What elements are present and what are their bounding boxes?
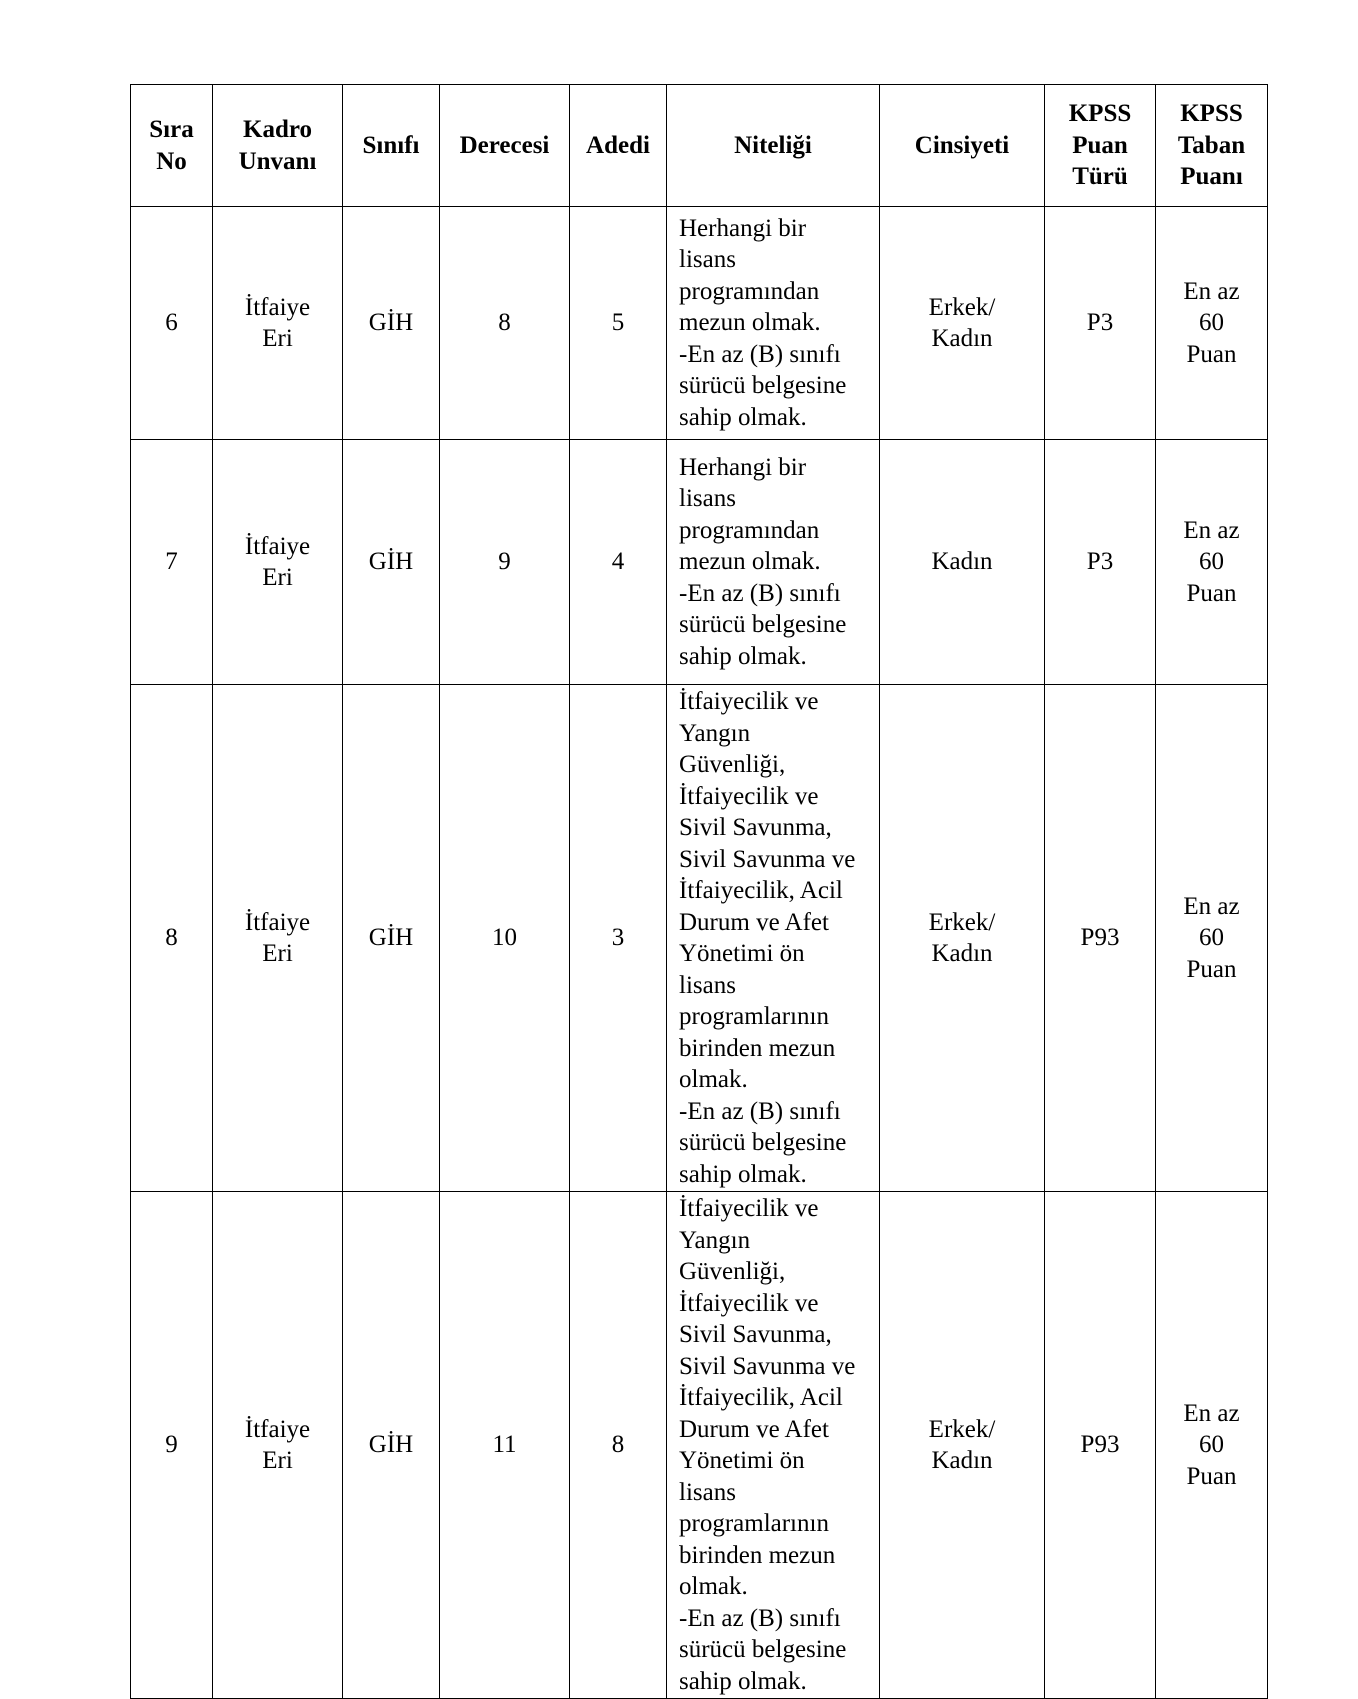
cell-niteligi: İtfaiyecilik ve Yangın Güvenliği, İtfaiyecilik ve Sivil Savunma, Sivil Savunma ve İtfaiyecilik, Acil Durum ve Afet Yönetimi ön lisans programlarının birinden mezun olmak. -En az (B) sınıfı sürücü belgesine sahip olmak. (667, 685, 880, 1192)
table-row (131, 207, 1268, 440)
cell-kpss-puan-turu: P93 (1045, 685, 1156, 1192)
cell-derecesi: 10 (440, 685, 570, 1192)
header-kpss-taban-puani: KPSS Taban Puanı (1156, 85, 1268, 207)
cell-adedi: 8 (570, 1192, 667, 1699)
cell-sinifi: GİH (343, 440, 440, 685)
cell-sira-no: 7 (131, 440, 213, 685)
cell-adedi: 5 (570, 207, 667, 440)
cell-kpss-taban-puani: En az 60 Puan (1156, 440, 1268, 685)
cell-cinsiyeti: Erkek/ Kadın (880, 685, 1045, 1192)
cell-kpss-puan-turu: P3 (1045, 207, 1156, 440)
cell-sira-no: 6 (131, 207, 213, 440)
cell-kpss-taban-puani: En az 60 Puan (1156, 207, 1268, 440)
table-header (131, 85, 1268, 207)
header-kpss-puan-turu: KPSS Puan Türü (1045, 85, 1156, 207)
cell-kpss-taban-puani: En az 60 Puan (1156, 1192, 1268, 1699)
cell-kpss-puan-turu: P93 (1045, 1192, 1156, 1699)
cell-sira-no: 9 (131, 1192, 213, 1699)
header-derecesi: Derecesi (440, 85, 570, 207)
header-kadro-unvani: Kadro Unvanı (213, 85, 343, 207)
cell-niteligi: Herhangi bir lisans programından mezun olmak. -En az (B) sınıfı sürücü belgesine sahip olmak. (667, 440, 880, 685)
header-cinsiyeti: Cinsiyeti (880, 85, 1045, 207)
table-row (131, 685, 1268, 1192)
cell-kadro-unvani: İtfaiye Eri (213, 440, 343, 685)
cell-kpss-puan-turu: P3 (1045, 440, 1156, 685)
header-niteligi: Niteliği (667, 85, 880, 207)
cell-sira-no: 8 (131, 685, 213, 1192)
header-sinifi: Sınıfı (343, 85, 440, 207)
table-body (131, 207, 1268, 1699)
cell-kpss-taban-puani: En az 60 Puan (1156, 685, 1268, 1192)
staff-positions-table (130, 84, 1268, 1699)
cell-cinsiyeti: Kadın (880, 440, 1045, 685)
cell-adedi: 4 (570, 440, 667, 685)
cell-kadro-unvani: İtfaiye Eri (213, 685, 343, 1192)
cell-derecesi: 11 (440, 1192, 570, 1699)
cell-kadro-unvani: İtfaiye Eri (213, 207, 343, 440)
cell-sinifi: GİH (343, 1192, 440, 1699)
cell-derecesi: 8 (440, 207, 570, 440)
table-row (131, 440, 1268, 685)
cell-adedi: 3 (570, 685, 667, 1192)
cell-cinsiyeti: Erkek/ Kadın (880, 207, 1045, 440)
table-row (131, 1192, 1268, 1699)
cell-niteligi: İtfaiyecilik ve Yangın Güvenliği, İtfaiyecilik ve Sivil Savunma, Sivil Savunma ve İtfaiyecilik, Acil Durum ve Afet Yönetimi ön lisans programlarının birinden mezun olmak. -En az (B) sınıfı sürücü belgesine sahip olmak. (667, 1192, 880, 1699)
header-sira-no: Sıra No (131, 85, 213, 207)
cell-sinifi: GİH (343, 685, 440, 1192)
cell-sinifi: GİH (343, 207, 440, 440)
header-adedi: Adedi (570, 85, 667, 207)
header-row (131, 85, 1268, 207)
cell-niteligi: Herhangi bir lisans programından mezun olmak. -En az (B) sınıfı sürücü belgesine sahip olmak. (667, 207, 880, 440)
cell-derecesi: 9 (440, 440, 570, 685)
cell-cinsiyeti: Erkek/ Kadın (880, 1192, 1045, 1699)
cell-kadro-unvani: İtfaiye Eri (213, 1192, 343, 1699)
